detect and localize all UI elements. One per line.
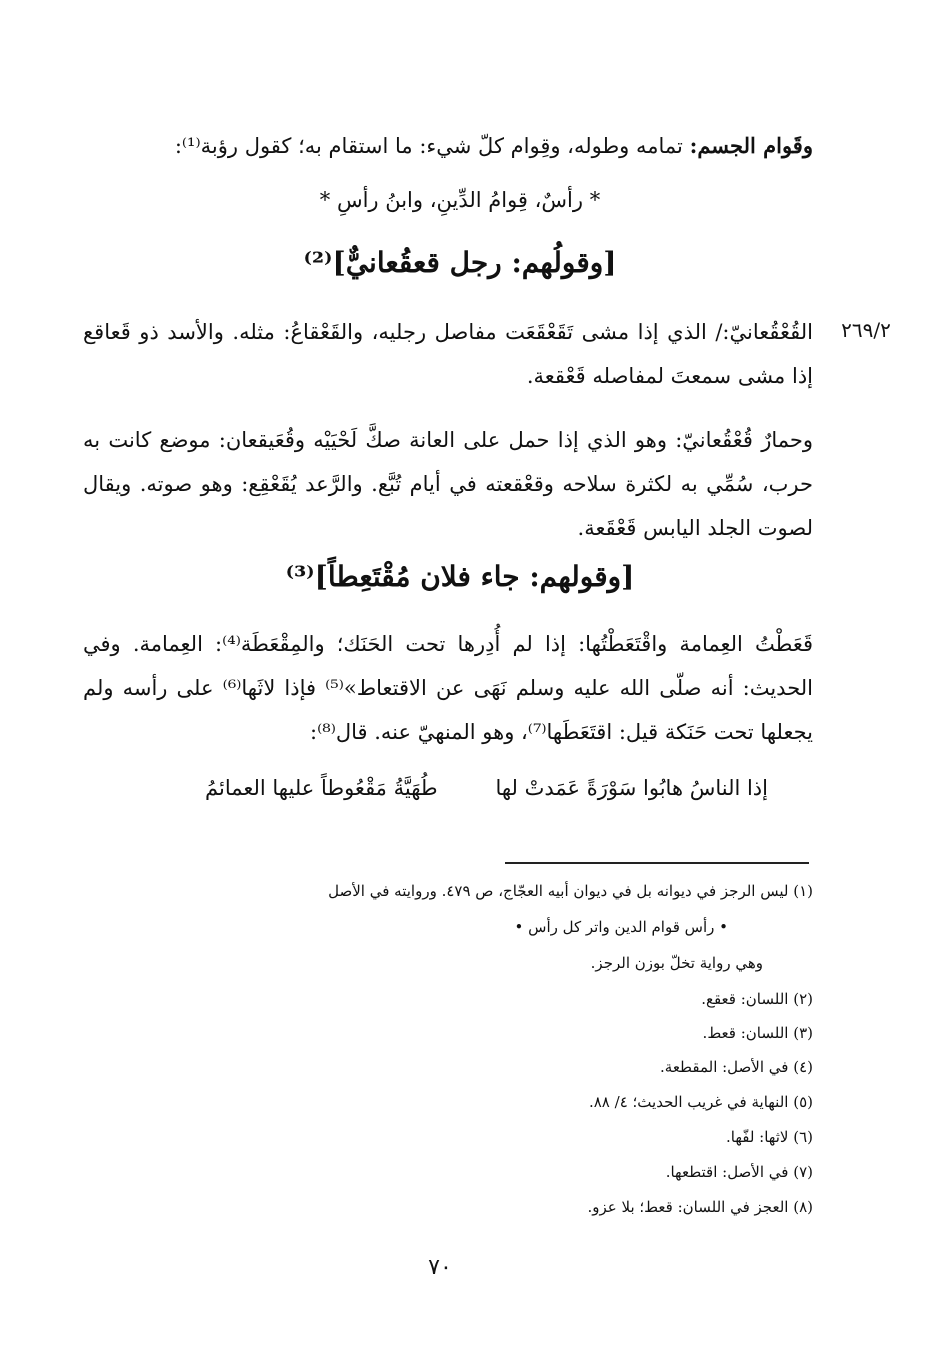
footnote-1: (١) ليس الرجز في ديوانه بل في ديوان أبيه العجّاج، ص ٤٧٩. وروايته في الأصل [328,882,813,900]
footnote-7: (٧) في الأصل: اقتطعها. [665,1163,813,1181]
paragraph-qiwam [83,124,813,168]
heading-qaqaani: [وقولُهم: رجل قعقُعانيٌّ]⁽²⁾ [303,246,617,279]
verse-hemistich-right: إذا الناسُ هابُوا سَوْرَةً عَمَدتْ لها [495,776,768,800]
paragraph-qiwam-text: تمامه وطوله، وقِوام كلّ شيء: ما استقام به؛ كقول رؤبة⁽¹⁾: [174,134,690,158]
margin-reference: ٢٦٩/٢ [841,318,891,342]
footnote-1-quote: • رأس قوام الدين واتر كل رأس • [514,918,728,936]
paragraph-qaqaani: القُعْقُعانيّ:/ الذي إذا مشى تَقَعْقَعَت مفاصل رجليه، والقَعْقاعُ: مثله. والأسد ذو قَعاقع إذا مشى سمعتَ لمفاصله قَعْقعة. [83,320,813,388]
footnote-separator [505,862,809,864]
footnote-5: (٥) النهاية في غريب الحديث؛ ٤/ ٨٨. [588,1093,813,1111]
footnote-2: (٢) اللسان: قعقع. [701,990,813,1008]
footnote-3: (٣) اللسان: قعط. [702,1024,813,1042]
footnote-8: (٨) العجز في اللسان: قعط؛ بلا عزو. [587,1198,813,1216]
footnote-4: (٤) في الأصل: المقطعة. [660,1058,813,1076]
paragraph-qatat: قَعَطْتُ العِمامة واقْتَعَطْتُها: إذا لم أُدِرها تحت الحَنَك؛ والمِقْعَطَة⁽⁴⁾: العِمامة. وفي الحديث: أنه صلّى الله عليه وسلم نَهَى عن الاقتعاط»⁽⁵⁾ فإذا لاثَها⁽⁶⁾ على رأسه ولم يجعلها تحت حَنَكة قيل: اقتَعَطَها⁽⁷⁾، وهو المنهيّ عنه. قال⁽⁸⁾: [83,632,813,744]
term-qiwam: وقَوام الجسم: [689,133,813,158]
page-number: ٧٠ [428,1255,452,1280]
footnote-1-note: وهي رواية تخلّ بوزن الرجز. [590,954,763,972]
verse-ruba: * رأسٌ، قِوامُ الدِّينِ، وابنُ رأسِ * [319,188,601,212]
verse-hemistich-left: طُهَيَّةُ مَقْعُوطاً عليها العمائمُ [205,776,438,800]
paragraph-himar: وحمارٌ قُعْقُعانيّ: وهو الذي إذا حمل على العانة صكَّ لَحْيَيْه وقُعَيقعان: موضع كانت به حرب، سُمِّي به لكثرة سلاحه وقعْقعته في أيام تُبَّع. والرَّعد يُقَعْقِع: وهو صوته. ويقال لصوت الجلد اليابس قَعْقَعة. [83,428,813,540]
heading-muqtait: [وقولهم: جاء فلان مُقْتَعِطاً]⁽³⁾ [285,560,635,593]
footnote-6: (٦) لاثها: لفّها. [726,1128,813,1146]
